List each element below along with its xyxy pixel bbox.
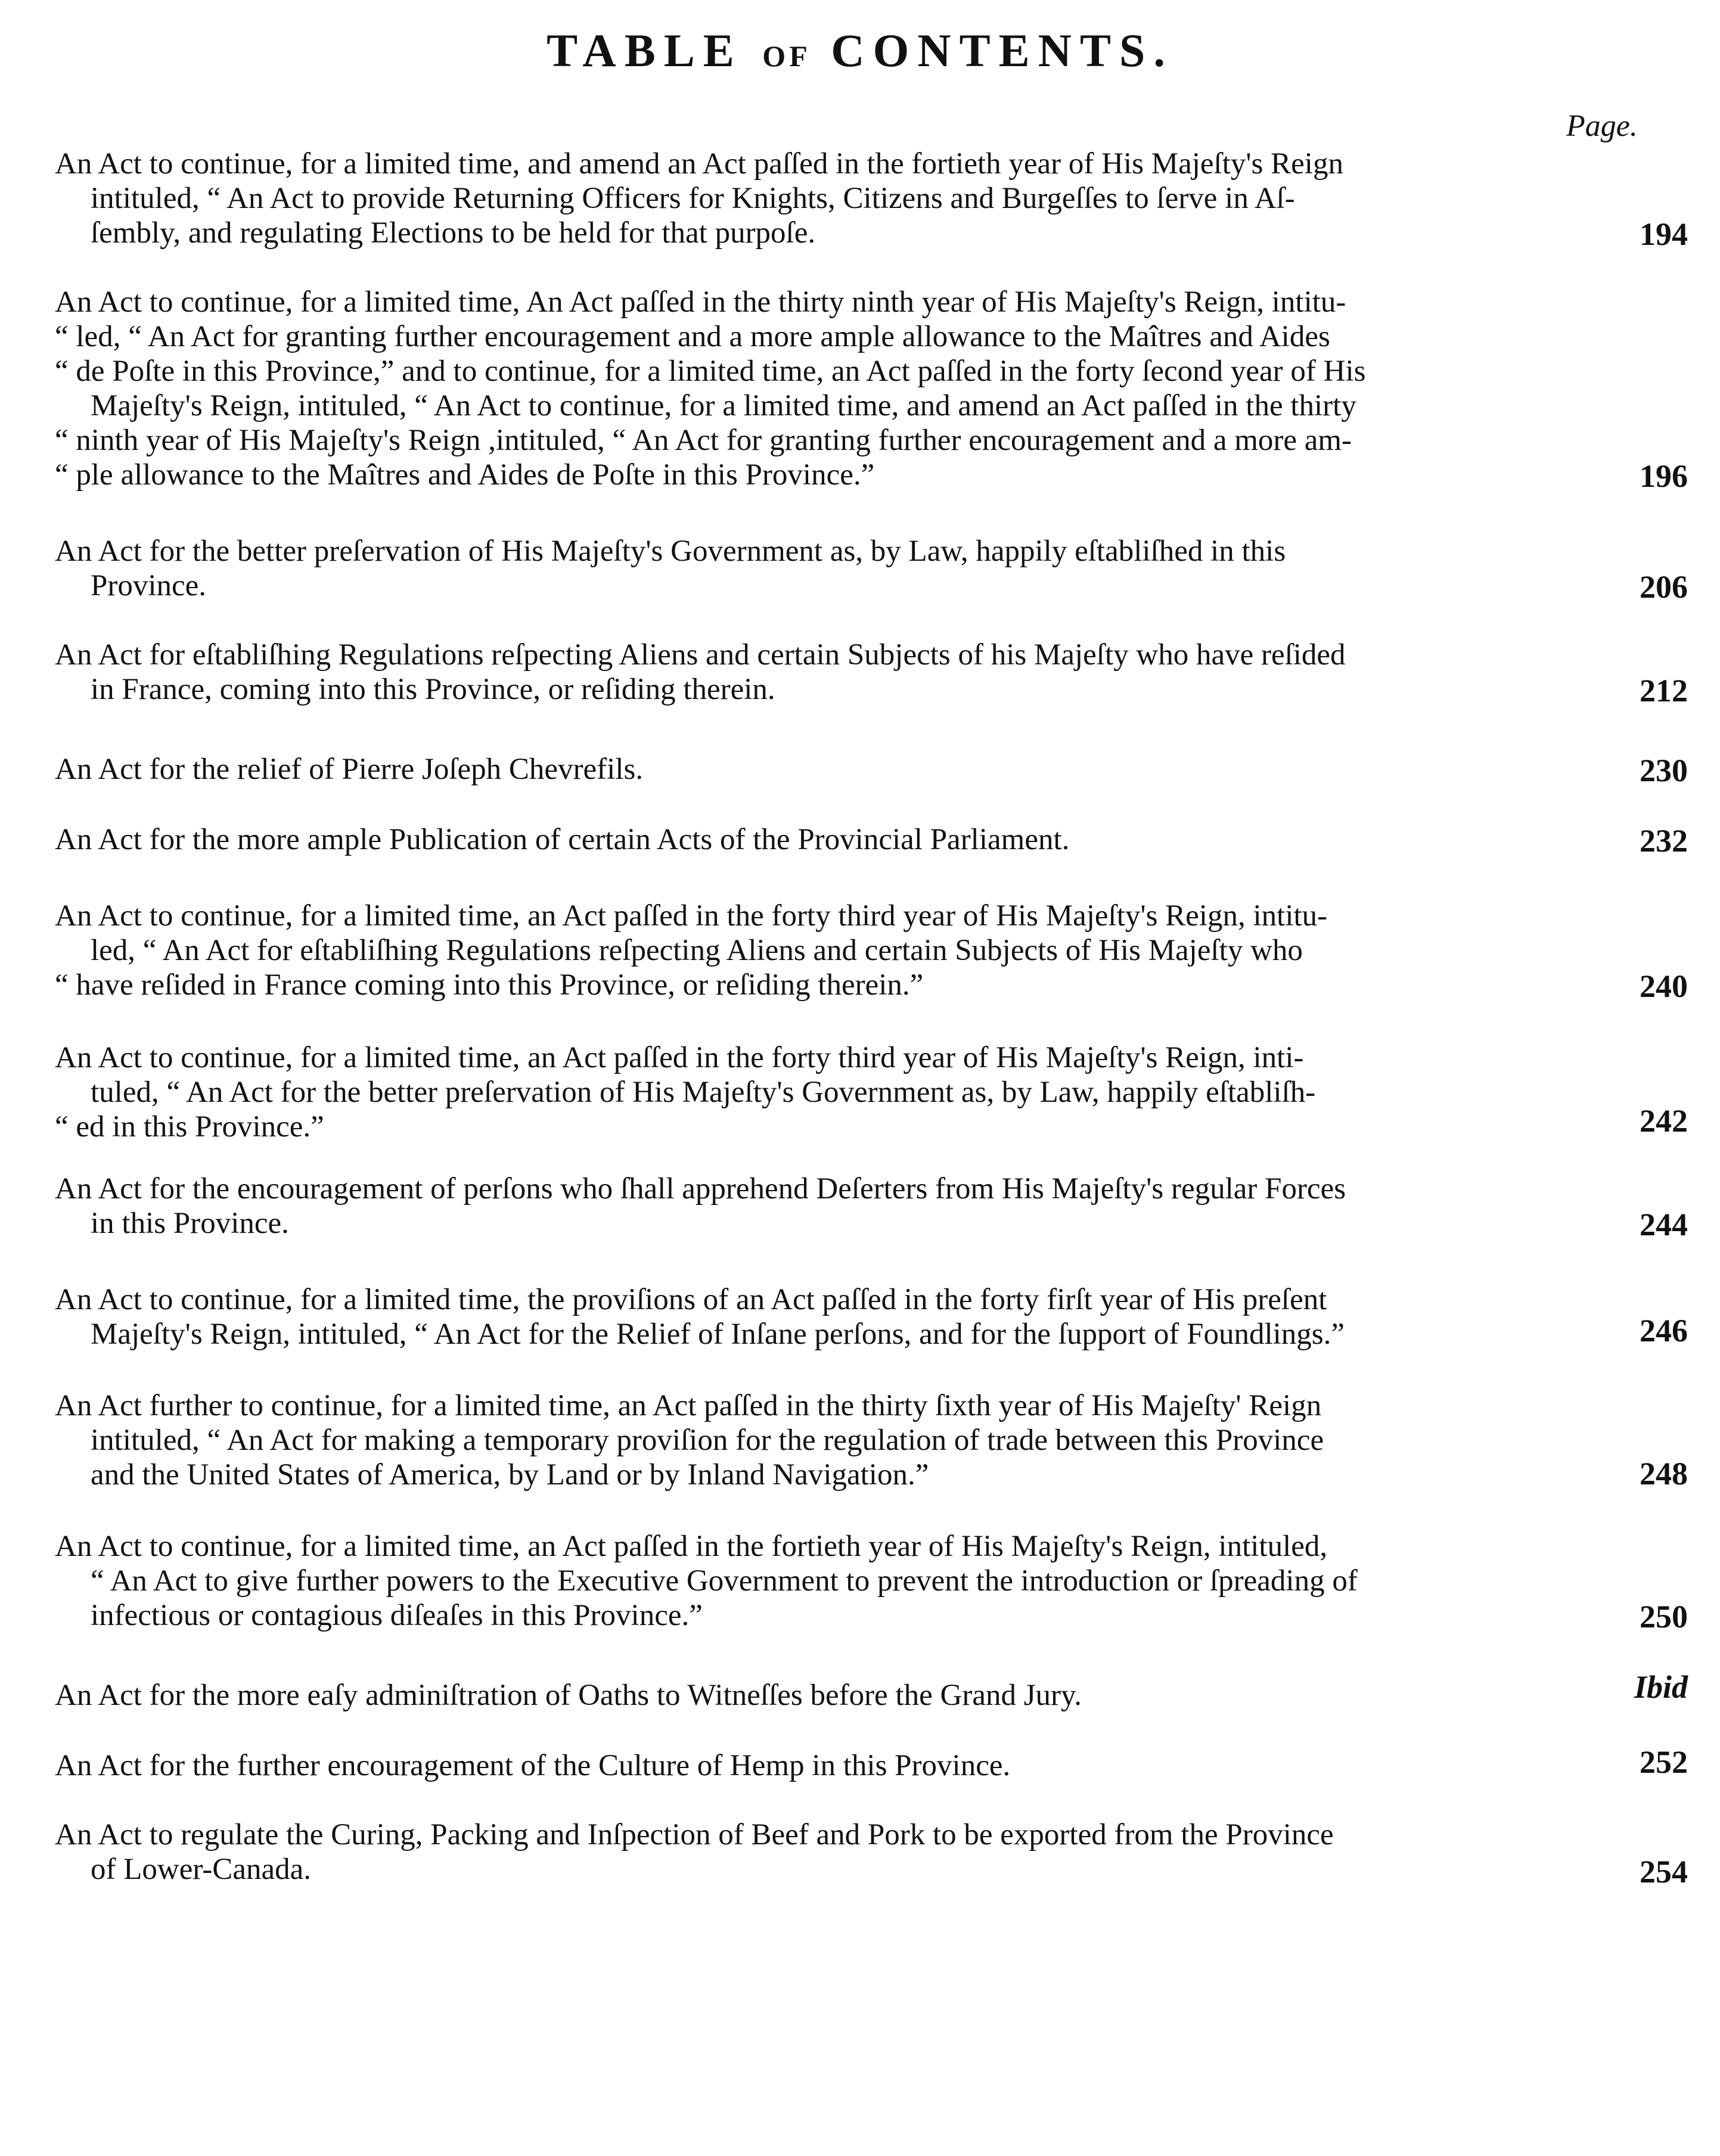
entry-text xyxy=(55,1529,1557,1633)
title-word-table: TABLE xyxy=(547,24,743,76)
entry-line: “ ninth year of His Majeſty's Reign ,intituled, “ An Act for granting further encouragement and a more am- xyxy=(55,424,1352,457)
entry-line: An Act for the relief of Pierre Joſeph Chevrefils. xyxy=(55,753,644,786)
title-word-contents: CONTENTS. xyxy=(831,24,1173,76)
entry-line: “ led, “ An Act for granting further encouragement and a more ample allowance to the Maîtres and Aides xyxy=(55,320,1330,353)
entry-line: in this Province. xyxy=(91,1207,289,1240)
entry-text xyxy=(55,147,1557,250)
entry-text xyxy=(55,285,1557,492)
page-number: 212 xyxy=(1640,673,1688,709)
entry-line: An Act to continue, for a limited time, an Act paſſed in the fortieth year of His Majeſty's Reign, intituled, xyxy=(55,1530,1328,1563)
page-number: 196 xyxy=(1640,458,1688,494)
page-number: 230 xyxy=(1640,753,1688,788)
entry-line: An Act for the more eaſy adminiſtration of Oaths to Witneſſes before the Grand Jury. xyxy=(55,1679,1082,1712)
entry-line: An Act for eſtabliſhing Regulations reſpecting Aliens and certain Subjects of his Majeſty who have reſided xyxy=(55,638,1346,672)
entry-line: An Act to continue, for a limited time, an Act paſſed in the forty third year of His Majeſty's Reign, intitu- xyxy=(55,899,1328,933)
entry-text xyxy=(55,534,1557,603)
entry-text xyxy=(55,752,1557,787)
entry-text xyxy=(55,899,1557,1002)
entry-line: “ have reſided in France coming into this Province, or reſiding therein.” xyxy=(55,968,924,1002)
entry-text xyxy=(55,1388,1557,1492)
entry-line: Province. xyxy=(91,569,207,602)
entry-line: of Lower-Canada. xyxy=(91,1853,311,1886)
page-number: 250 xyxy=(1640,1599,1688,1635)
entry-line: An Act for the encouragement of perſons who ſhall apprehend Deſerters from His Majeſty's regular Forces xyxy=(55,1172,1346,1206)
page-number: 244 xyxy=(1640,1207,1688,1242)
page-number: 248 xyxy=(1640,1456,1688,1492)
entry-text xyxy=(55,1748,1557,1783)
entry-line: An Act to continue, for a limited time, an Act paſſed in the forty third year of His Majeſty's Reign, inti- xyxy=(55,1041,1304,1074)
entry-text xyxy=(55,1282,1557,1352)
entry-text xyxy=(55,1172,1557,1241)
entry-line: An Act for the more ample Publication of certain Acts of the Provincial Parliament. xyxy=(55,823,1070,856)
entry-line: and the United States of America, by Land or by Inland Navigation.” xyxy=(91,1458,929,1492)
page-number: 232 xyxy=(1640,823,1688,859)
entry-line: Majeſty's Reign, intituled, “ An Act to continue, for a limited time, and amend an Act paſſed in the thirty xyxy=(91,389,1356,422)
entry-line: in France, coming into this Province, or reſiding therein. xyxy=(91,673,775,706)
entry-line: “ de Poſte in this Province,” and to continue, for a limited time, an Act paſſed in the forty ſecond year of His xyxy=(55,355,1366,388)
page-number: 254 xyxy=(1640,1854,1688,1890)
entry-text xyxy=(55,822,1557,857)
entry-text xyxy=(55,1040,1557,1144)
entry-line: “ ple allowance to the Maîtres and Aides de Poſte in this Province.” xyxy=(55,458,875,492)
entry-line: infectious or contagious diſeaſes in this Province.” xyxy=(91,1599,703,1632)
entry-line: intituled, “ An Act to provide Returning Officers for Knights, Citizens and Burgeſſes to ſerve in Aſ- xyxy=(91,182,1295,215)
entry-line: “ An Act to give further powers to the Executive Government to prevent the introduction or ſpreading of xyxy=(91,1564,1358,1598)
entry-line: Majeſty's Reign, intituled, “ An Act for the Relief of Inſane perſons, and for the ſupport of Foundlings.” xyxy=(91,1318,1345,1351)
page-number: 206 xyxy=(1640,569,1688,605)
entry-text xyxy=(55,638,1557,707)
title-word-of: OF xyxy=(762,39,811,73)
page-number: Ibid xyxy=(1634,1669,1688,1705)
page-number: 242 xyxy=(1640,1103,1688,1139)
entry-line: An Act for the better preſervation of His Majeſty's Government as, by Law, happily eſtabliſhed in this xyxy=(55,535,1286,568)
entry-line: An Act for the further encouragement of the Culture of Hemp in this Province. xyxy=(55,1749,1011,1782)
entry-line: intituled, “ An Act for making a temporary proviſion for the regulation of trade between this Province xyxy=(91,1424,1324,1457)
page-number: 252 xyxy=(1640,1744,1688,1780)
page-title xyxy=(0,24,1720,77)
entry-line: led, “ An Act for eſtabliſhing Regulations reſpecting Aliens and certain Subjects of His Majeſty who xyxy=(91,934,1303,967)
entry-text xyxy=(55,1678,1557,1713)
entry-line: “ ed in this Province.” xyxy=(55,1110,324,1144)
entry-line: An Act further to continue, for a limited time, an Act paſſed in the thirty ſixth year of His Majeſty' Reign xyxy=(55,1389,1322,1422)
page-number: 240 xyxy=(1640,968,1688,1004)
page-number: 246 xyxy=(1640,1313,1688,1349)
page-column-heading: Page. xyxy=(1566,109,1638,143)
entry-text xyxy=(55,1818,1557,1887)
entry-line: An Act to regulate the Curing, Packing and Inſpection of Beef and Pork to be exported from the Province xyxy=(55,1818,1334,1851)
entry-line: An Act to continue, for a limited time, and amend an Act paſſed in the fortieth year of His Majeſty's Reign xyxy=(55,147,1343,181)
entry-line: tuled, “ An Act for the better preſervation of His Majeſty's Government as, by Law, happily eſtabliſh- xyxy=(91,1076,1316,1109)
page-number: 194 xyxy=(1640,216,1688,252)
entry-line: An Act to continue, for a limited time, An Act paſſed in the thirty ninth year of His Majeſty's Reign, intitu- xyxy=(55,285,1346,319)
entry-line: An Act to continue, for a limited time, the proviſions of an Act paſſed in the forty firſt year of His preſent xyxy=(55,1283,1327,1316)
entry-line: ſembly, and regulating Elections to be held for that purpoſe. xyxy=(91,216,816,250)
